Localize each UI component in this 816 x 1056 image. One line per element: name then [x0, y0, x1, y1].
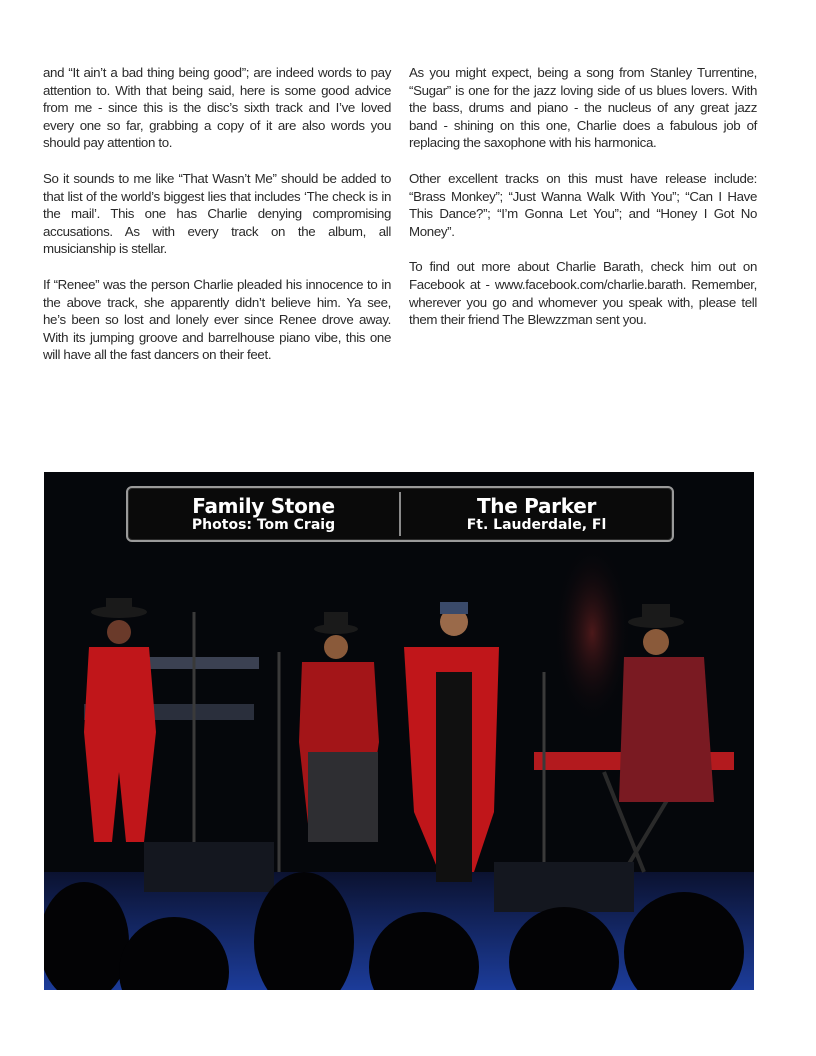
- caption-left: [128, 488, 399, 540]
- paragraph: As you might expect, being a song from Stanley Turrentine, “Sugar” is one for the jazz loving side of us blues lovers. With the bass, drums and piano - the nucleus of any great jazz band - shining on this one, Charlie does a fabulous job of replacing the saxophone with his harmonica.: [409, 65, 757, 151]
- venue-location: Ft. Lauderdale, Fl: [466, 517, 607, 533]
- photo-credit: Photos: Tom Craig: [191, 517, 336, 533]
- left-column: [43, 64, 391, 382]
- concert-photo: [44, 472, 754, 990]
- paragraph: and “It ain’t a bad thing being good”; are indeed words to pay attention to. With that being said, here is some good advice from me - since this is the disc’s sixth track and I’ve loved every one so far, grabbing a copy of it are also words you should pay attention to.: [43, 65, 391, 151]
- band-name: Family Stone: [192, 494, 335, 518]
- right-column: [409, 64, 757, 382]
- stage-monitor: [144, 842, 274, 892]
- paragraph: To find out more about Charlie Barath, check him out on Facebook at - www.facebook.com/charlie.barath. Remember, wherever you go and whomever you speak with, please tell them their friend The Blewzzman sent you.: [409, 259, 757, 328]
- stage-monitor: [494, 862, 634, 912]
- article-columns: [43, 64, 757, 382]
- stage-scene: [44, 472, 754, 990]
- venue-name: The Parker: [476, 494, 597, 518]
- photo-caption: [126, 486, 674, 542]
- paragraph: Other excellent tracks on this must have release include: “Brass Monkey”; “Just Wanna Walk With You”; “Can I Have This Dance?”; “I’m Gonna Let You”; and “Honey I Got No Money”.: [409, 170, 757, 239]
- caption-right: [401, 488, 672, 540]
- paragraph: If “Renee” was the person Charlie pleaded his innocence to in the above track, she apparently didn’t believe him. Ya see, he’s been so lost and lonely ever since Renee drove away. With its jumping groove and barrelhouse piano vibe, this one will have all the fast dancers on their feet.: [43, 276, 391, 363]
- paragraph: So it sounds to me like “That Wasn’t Me” should be added to that list of the world’s biggest lies that includes ‘The check is in the mail’. This one has Charlie denying compromising accusations. As with every track on the album, all musicianship is stellar.: [43, 170, 391, 257]
